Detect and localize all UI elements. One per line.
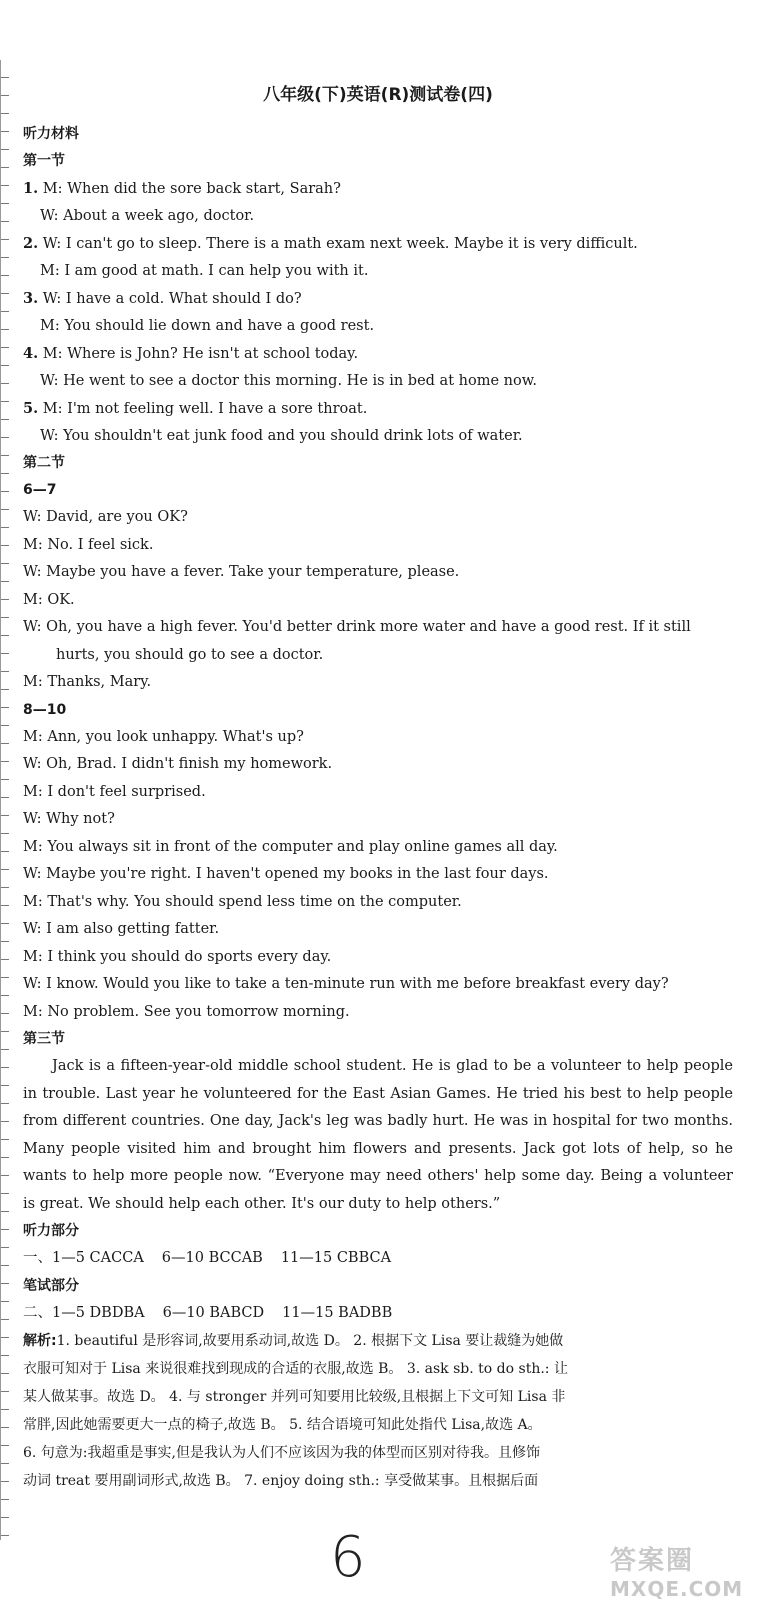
- explanation-line: 6. 句意为:我超重是事实,但是我认为人们不应该因为我的体型而区别对待我。且修饰: [23, 1445, 540, 1461]
- dialog-line: M: No problem. See you tomorrow morning.: [23, 1003, 350, 1020]
- dialog-line: W: Oh, you have a high fever. You'd better drink more water and have a good rest. If it still: [23, 619, 691, 635]
- explanation-line: 动词 treat 要用副词形式,故选 B。 7. enjoy doing sth.: 享受做某事。且根据后面: [23, 1473, 539, 1489]
- part1-dialogs: [23, 175, 733, 450]
- explanation-line: 常胖,因此她需要更大一点的椅子,故选 B。 5. 结合语境可知此处指代 Lisa,故选 A。: [23, 1417, 542, 1433]
- label-8-10: 8—10: [23, 701, 67, 718]
- dialog-line: W: Maybe you have a fever. Take your temperature, please.: [23, 564, 460, 580]
- document-page: [23, 80, 733, 1495]
- dialog-line: M: OK.: [23, 591, 75, 608]
- heading-listening-material: 听力材料: [23, 126, 79, 142]
- listening-passage: Jack is a fifteen-year-old middle school student. He is glad to be a volunteer to help people in trouble. Last year he volunteered for the East Asian Games. He tried his best to help people from different countries. One day, Jack's leg was badly hurt. He was in hospital for two months. Many people visited him and brought him flowers and presents. Jack got lots of help, so he wants to help more people now. “Everyone may need others' help some day. Being a volunteer is great. We should help each other. It's our duty to help others.”: [23, 1058, 733, 1212]
- dialog-line: W: I am also getting fatter.: [23, 921, 220, 937]
- dialog-line: M: You always sit in front of the computer and play online games all day.: [23, 838, 558, 855]
- dialog-line: M: I am good at math. I can help you with it.: [40, 262, 369, 279]
- dialog-line: W: About a week ago, doctor.: [40, 207, 255, 224]
- heading-part1: 第一节: [23, 153, 65, 169]
- dialog-line: 3. W: I have a cold. What should I do?: [23, 290, 302, 307]
- dialog-line: W: Why not?: [23, 811, 115, 827]
- dialog-line: M: Thanks, Mary.: [23, 674, 152, 690]
- explanation: [23, 1327, 733, 1495]
- dialog-8-10: [23, 724, 733, 1027]
- watermark-bottom: MXQE.COM: [610, 1577, 744, 1601]
- dialog-line: 4. M: Where is John? He isn't at school today.: [23, 345, 359, 362]
- explanation-line: 某人做某事。故选 D。 4. 与 stronger 并列可知要用比较级,且根据上下文可知 Lisa 非: [23, 1389, 566, 1405]
- dialog-line: 5. M: I'm not feeling well. I have a sore throat.: [23, 400, 368, 417]
- heading-listening-part: 听力部分: [23, 1223, 79, 1239]
- page-title: 八年级(下)英语(R)测试卷(四): [263, 85, 493, 105]
- dialog-line: 2. W: I can't go to sleep. There is a math exam next week. Maybe it is very difficult.: [23, 235, 638, 252]
- watermark-top: 答案圈: [610, 1546, 695, 1576]
- heading-part2: 第二节: [23, 455, 65, 471]
- dialog-line: W: David, are you OK?: [23, 509, 188, 525]
- dialog-line: M: No. I feel sick.: [23, 536, 154, 553]
- dialog-line: W: Maybe you're right. I haven't opened my books in the last four days.: [23, 866, 549, 882]
- dialog-line: M: That's why. You should spend less time on the computer.: [23, 893, 462, 910]
- dialog-line: W: He went to see a doctor this morning. He is in bed at home now.: [40, 372, 538, 389]
- page-number: 6: [330, 1525, 366, 1590]
- explanation-line: 衣服可知对于 Lisa 来说很难找到现成的合适的衣服,故选 B。 3. ask sb. to do sth.: 让: [23, 1361, 568, 1377]
- heading-written-part: 笔试部分: [23, 1277, 79, 1294]
- dialog-line: M: I think you should do sports every day.: [23, 948, 332, 965]
- dialog-line: W: You shouldn't eat junk food and you should drink lots of water.: [40, 427, 523, 444]
- dialog-line: W: I know. Would you like to take a ten-minute run with me before breakfast every day?: [23, 976, 669, 992]
- binding-margin: [0, 60, 13, 1540]
- dialog-line: M: Ann, you look unhappy. What's up?: [23, 728, 304, 745]
- dialog-line: hurts, you should go to see a doctor.: [56, 646, 324, 663]
- listening-answers: 一、1—5 CACCA 6—10 BCCAB 11—15 CBBCA: [23, 1250, 392, 1266]
- heading-part3: 第三节: [23, 1031, 65, 1047]
- dialog-line: M: You should lie down and have a good rest.: [40, 317, 375, 334]
- watermark: [610, 1540, 760, 1601]
- explanation-line: 解析:1. beautiful 是形容词,故要用系动词,故选 D。 2. 根据下文 Lisa 要让裁缝为她做: [23, 1333, 564, 1349]
- dialog-6-7: [23, 504, 733, 697]
- dialog-line: 1. M: When did the sore back start, Sarah?: [23, 180, 341, 197]
- written-answers: 二、1—5 DBDBA 6—10 BABCD 11—15 BADBB: [23, 1304, 393, 1321]
- label-6-7: 6—7: [23, 482, 57, 498]
- dialog-line: M: I don't feel surprised.: [23, 783, 206, 800]
- dialog-line: W: Oh, Brad. I didn't finish my homework.: [23, 756, 333, 772]
